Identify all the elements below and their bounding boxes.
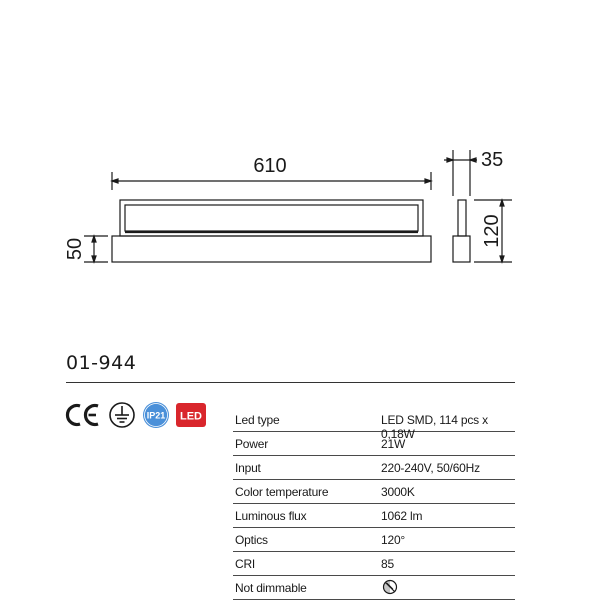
- spec-row-power: [233, 432, 515, 456]
- product-code: 01-944: [66, 352, 137, 374]
- spec-value: 220-240V, 50/60Hz: [381, 461, 480, 475]
- total-height-arrow-bottom: [500, 256, 504, 262]
- lamp-frame-side: [458, 200, 466, 236]
- spec-value: 120°: [381, 533, 406, 547]
- height-arrow-bottom: [92, 256, 96, 262]
- lamp-diffuser-front: [125, 205, 418, 231]
- spec-label: Led type: [235, 413, 280, 427]
- total-height-arrow-top: [500, 200, 504, 206]
- product-code-divider: [66, 382, 515, 383]
- spec-row-optics: [233, 528, 515, 552]
- width-arrow-right: [425, 179, 431, 183]
- lamp-base-front: [112, 236, 431, 262]
- width-arrow-left: [112, 179, 118, 183]
- spec-row-color-temperature: [233, 480, 515, 504]
- ip-rating-icon: [142, 401, 170, 434]
- height-arrow-top: [92, 236, 96, 242]
- spec-label: Not dimmable: [235, 581, 307, 595]
- height-body-dimension-label: 50: [64, 237, 86, 261]
- spec-row-led-type: [233, 408, 515, 441]
- spec-value: 85: [381, 557, 394, 571]
- spec-label: Luminous flux: [235, 509, 307, 523]
- not-dimmable-icon: [382, 579, 398, 598]
- depth-arrow-left: [447, 158, 453, 162]
- depth-dimension-label: 35: [481, 149, 504, 171]
- protection-class-earth-icon: [108, 401, 136, 434]
- spec-value: 1062 lm: [381, 509, 423, 523]
- spec-label: Color temperature: [235, 485, 329, 499]
- certification-icons: [64, 402, 206, 432]
- spec-label: Power: [235, 437, 269, 451]
- led-label: LED: [180, 410, 202, 422]
- spec-row-luminous-flux: [233, 504, 515, 528]
- specifications-table: [233, 408, 515, 600]
- spec-value: 21W: [381, 437, 406, 451]
- lamp-base-side: [453, 236, 470, 262]
- spec-label: Optics: [235, 533, 268, 547]
- ce-mark-icon: [64, 401, 102, 434]
- spec-value: 3000K: [381, 485, 415, 499]
- depth-arrow-right: [470, 158, 476, 162]
- width-dimension-label: 610: [253, 155, 287, 177]
- spec-row-not-dimmable: [233, 576, 515, 600]
- ip-rating-label: IP21: [146, 410, 166, 420]
- spec-label: CRI: [235, 557, 256, 571]
- spec-label: Input: [235, 461, 261, 475]
- spec-value: LED SMD, 114 pcs x 0,18W: [381, 413, 488, 441]
- spec-row-input: [233, 456, 515, 480]
- led-icon: [176, 402, 206, 433]
- total-height-dimension-label: 120: [481, 214, 503, 248]
- spec-row-cri: [233, 552, 515, 576]
